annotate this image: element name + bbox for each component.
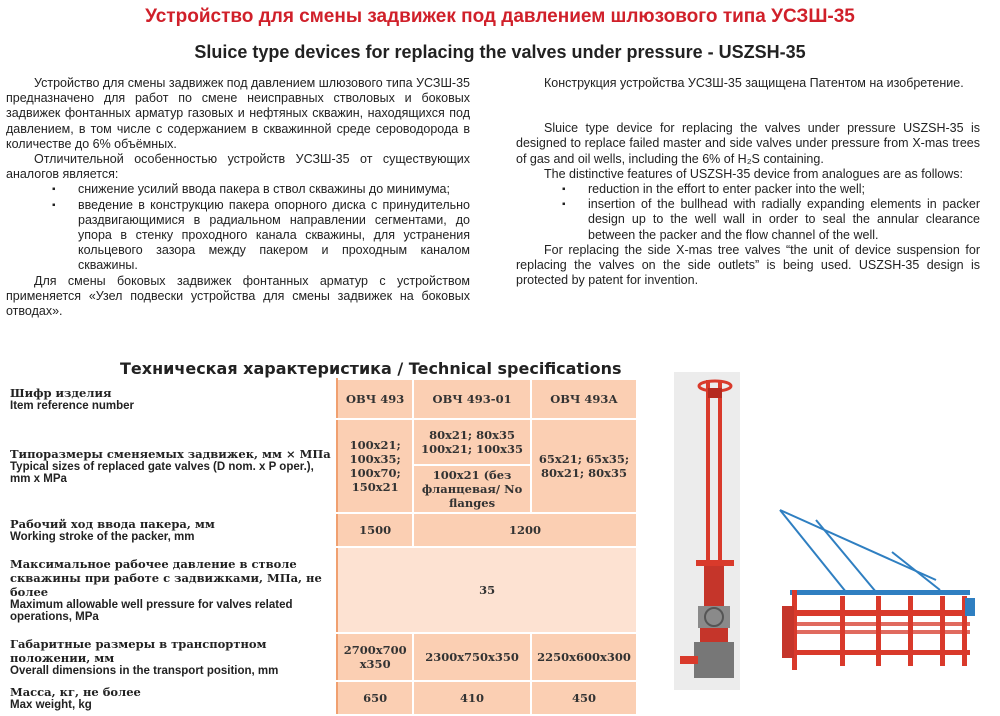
table-row	[5, 419, 637, 465]
table-cell: 1200	[413, 513, 637, 547]
row-label	[5, 379, 337, 419]
left-bullet-list	[6, 182, 470, 273]
right-paragraph-2: Sluice type device for replacing the valves under pressure USZSH-35 is designed to replace failed master and side valves under pressure from X-mas trees of gas and oil wells, including the 6% of H₂S containing.	[516, 121, 980, 166]
end-block	[782, 606, 794, 658]
list-item: ▪ введение в конструкцию пакера опорного диска с принудительно раздвигающимися в радиальном направлении сегментами, до упора в стенку проходного канала скважины, для устранения кольцевого зазора между пакером и проходным каналом скважины.	[78, 198, 470, 274]
lower-flange	[700, 628, 728, 642]
right-paragraph-4: For replacing the side X-mas tree valves “the unit of device suspension for replacing the valves on the side outlets” is being used. USZSH-35 design is protected by patent for invention.	[516, 242, 980, 288]
table-cell: 450	[531, 681, 637, 715]
list-item: ▪ reduction in the effort to enter packer into the well;	[588, 182, 980, 197]
brace-4	[892, 552, 940, 590]
post-3	[876, 596, 881, 666]
title-ru: Устройство для смены задвижек под давлением шлюзового типа УСЗШ-35	[145, 6, 855, 27]
blue-end	[965, 598, 975, 616]
left-paragraph-1: Устройство для смены задвижек под давлением шлюзового типа УСЗШ-35 предназначено для работ по смене неисправных стволовых и боковых задвижек фонтанных арматур газовых и нефтяных скважин, находящихся под давлением, в том числе с содержанием в скважинной среде сероводорода в количестве до 6% объёмных.	[6, 76, 470, 151]
label-en: Typical sizes of replaced gate valves (D nom. x P oper.), mm x MPa	[10, 461, 314, 485]
brace-3	[816, 520, 876, 592]
row-label	[5, 419, 337, 513]
table-cell: 35	[337, 547, 637, 633]
label-ru: Максимальное рабочее давление в стволе скважины при работе с задвижками, МПа, не более	[10, 557, 322, 599]
table-row	[5, 513, 637, 547]
table-cell: 80x21; 80x35 100x21; 100x35	[413, 419, 531, 465]
post-4	[908, 596, 913, 666]
label-en: Maximum allowable well pressure for valves related operations, MPa	[10, 599, 293, 623]
row-label	[5, 547, 337, 633]
label-ru: Масса, кг, не более	[10, 685, 141, 699]
table-cell: 2300x750x350	[413, 633, 531, 681]
label-ru: Шифр изделия	[10, 386, 112, 400]
table-cell: 2250x600x300	[531, 633, 637, 681]
label-en: Max weight, kg	[10, 699, 92, 711]
brace-1	[780, 510, 846, 592]
table-cell: ОВЧ 493А	[531, 379, 637, 419]
table-cell: 410	[413, 681, 531, 715]
right-column	[516, 76, 980, 288]
label-ru: Габаритные размеры в транспортном положении, мм	[10, 637, 267, 665]
table-row	[5, 379, 637, 419]
mast-right	[718, 380, 722, 560]
table-cell: 650	[337, 681, 413, 715]
equipment-illustration	[640, 360, 990, 700]
left-paragraph-3: Для смены боковых задвижек фонтанных арматур с устройством применяется «Узел подвески устройства для смены задвижек на боковых отводах».	[6, 273, 470, 319]
table-row	[5, 547, 637, 633]
post-5	[940, 596, 945, 666]
crossbar	[696, 560, 734, 566]
label-en: Item reference number	[10, 400, 134, 412]
table-cell: ОВЧ 493-01	[413, 379, 531, 419]
title-en: Sluice type devices for replacing the valves under pressure - USZSH-35	[194, 42, 806, 62]
top-block	[708, 388, 722, 398]
rail-blue	[790, 590, 970, 595]
label-ru: Типоразмеры сменяемых задвижек, мм × МПа	[10, 447, 331, 461]
left-column	[6, 76, 470, 319]
specs-table	[4, 378, 638, 716]
table-cell: ОВЧ 493	[337, 379, 413, 419]
row-label	[5, 513, 337, 547]
right-paragraph-1: Конструкция устройства УСЗШ-35 защищена Патентом на изобретение.	[544, 76, 964, 90]
table-cell: 2700x700 x350	[337, 633, 413, 681]
base-block	[694, 642, 734, 678]
row-label	[5, 681, 337, 715]
side-pipe	[680, 656, 698, 664]
list-item: ▪ insertion of the bullhead with radially expanding elements in packer design up to the well wall in order to seal the annular clearance between the packer and the flow channel of the well.	[588, 197, 980, 243]
label-en: Working stroke of the packer, mm	[10, 531, 195, 543]
table-cell: 65x21; 65x35; 80x21; 80x35	[531, 419, 637, 513]
body-block	[704, 566, 724, 606]
specs-title: Техническая характеристика / Technical specifications	[120, 359, 622, 378]
row-label	[5, 633, 337, 681]
right-bullet-list	[516, 182, 980, 243]
table-cell: 1500	[337, 513, 413, 547]
table-cell: 100x21 (без фланцевая/ No flanges	[413, 465, 531, 513]
right-paragraph-3: The distinctive features of USZSH-35 device from analogues are as follows:	[544, 166, 963, 181]
label-ru: Рабочий ход ввода пакера, мм	[10, 517, 215, 531]
list-item: ▪ снижение усилий ввода пакера в ствол скважины до минимума;	[78, 182, 470, 197]
valve-block	[698, 606, 730, 628]
label-en: Overall dimensions in the transport position, mm	[10, 665, 279, 677]
post-2	[840, 596, 845, 666]
table-row	[5, 681, 637, 715]
table-row	[5, 633, 637, 681]
mast-left	[706, 380, 710, 560]
table-cell: 100x21; 100x35; 100x70; 150x21	[337, 419, 413, 513]
left-paragraph-2: Отличительной особенностью устройств УСЗШ-35 от существующих аналогов является:	[6, 152, 470, 182]
